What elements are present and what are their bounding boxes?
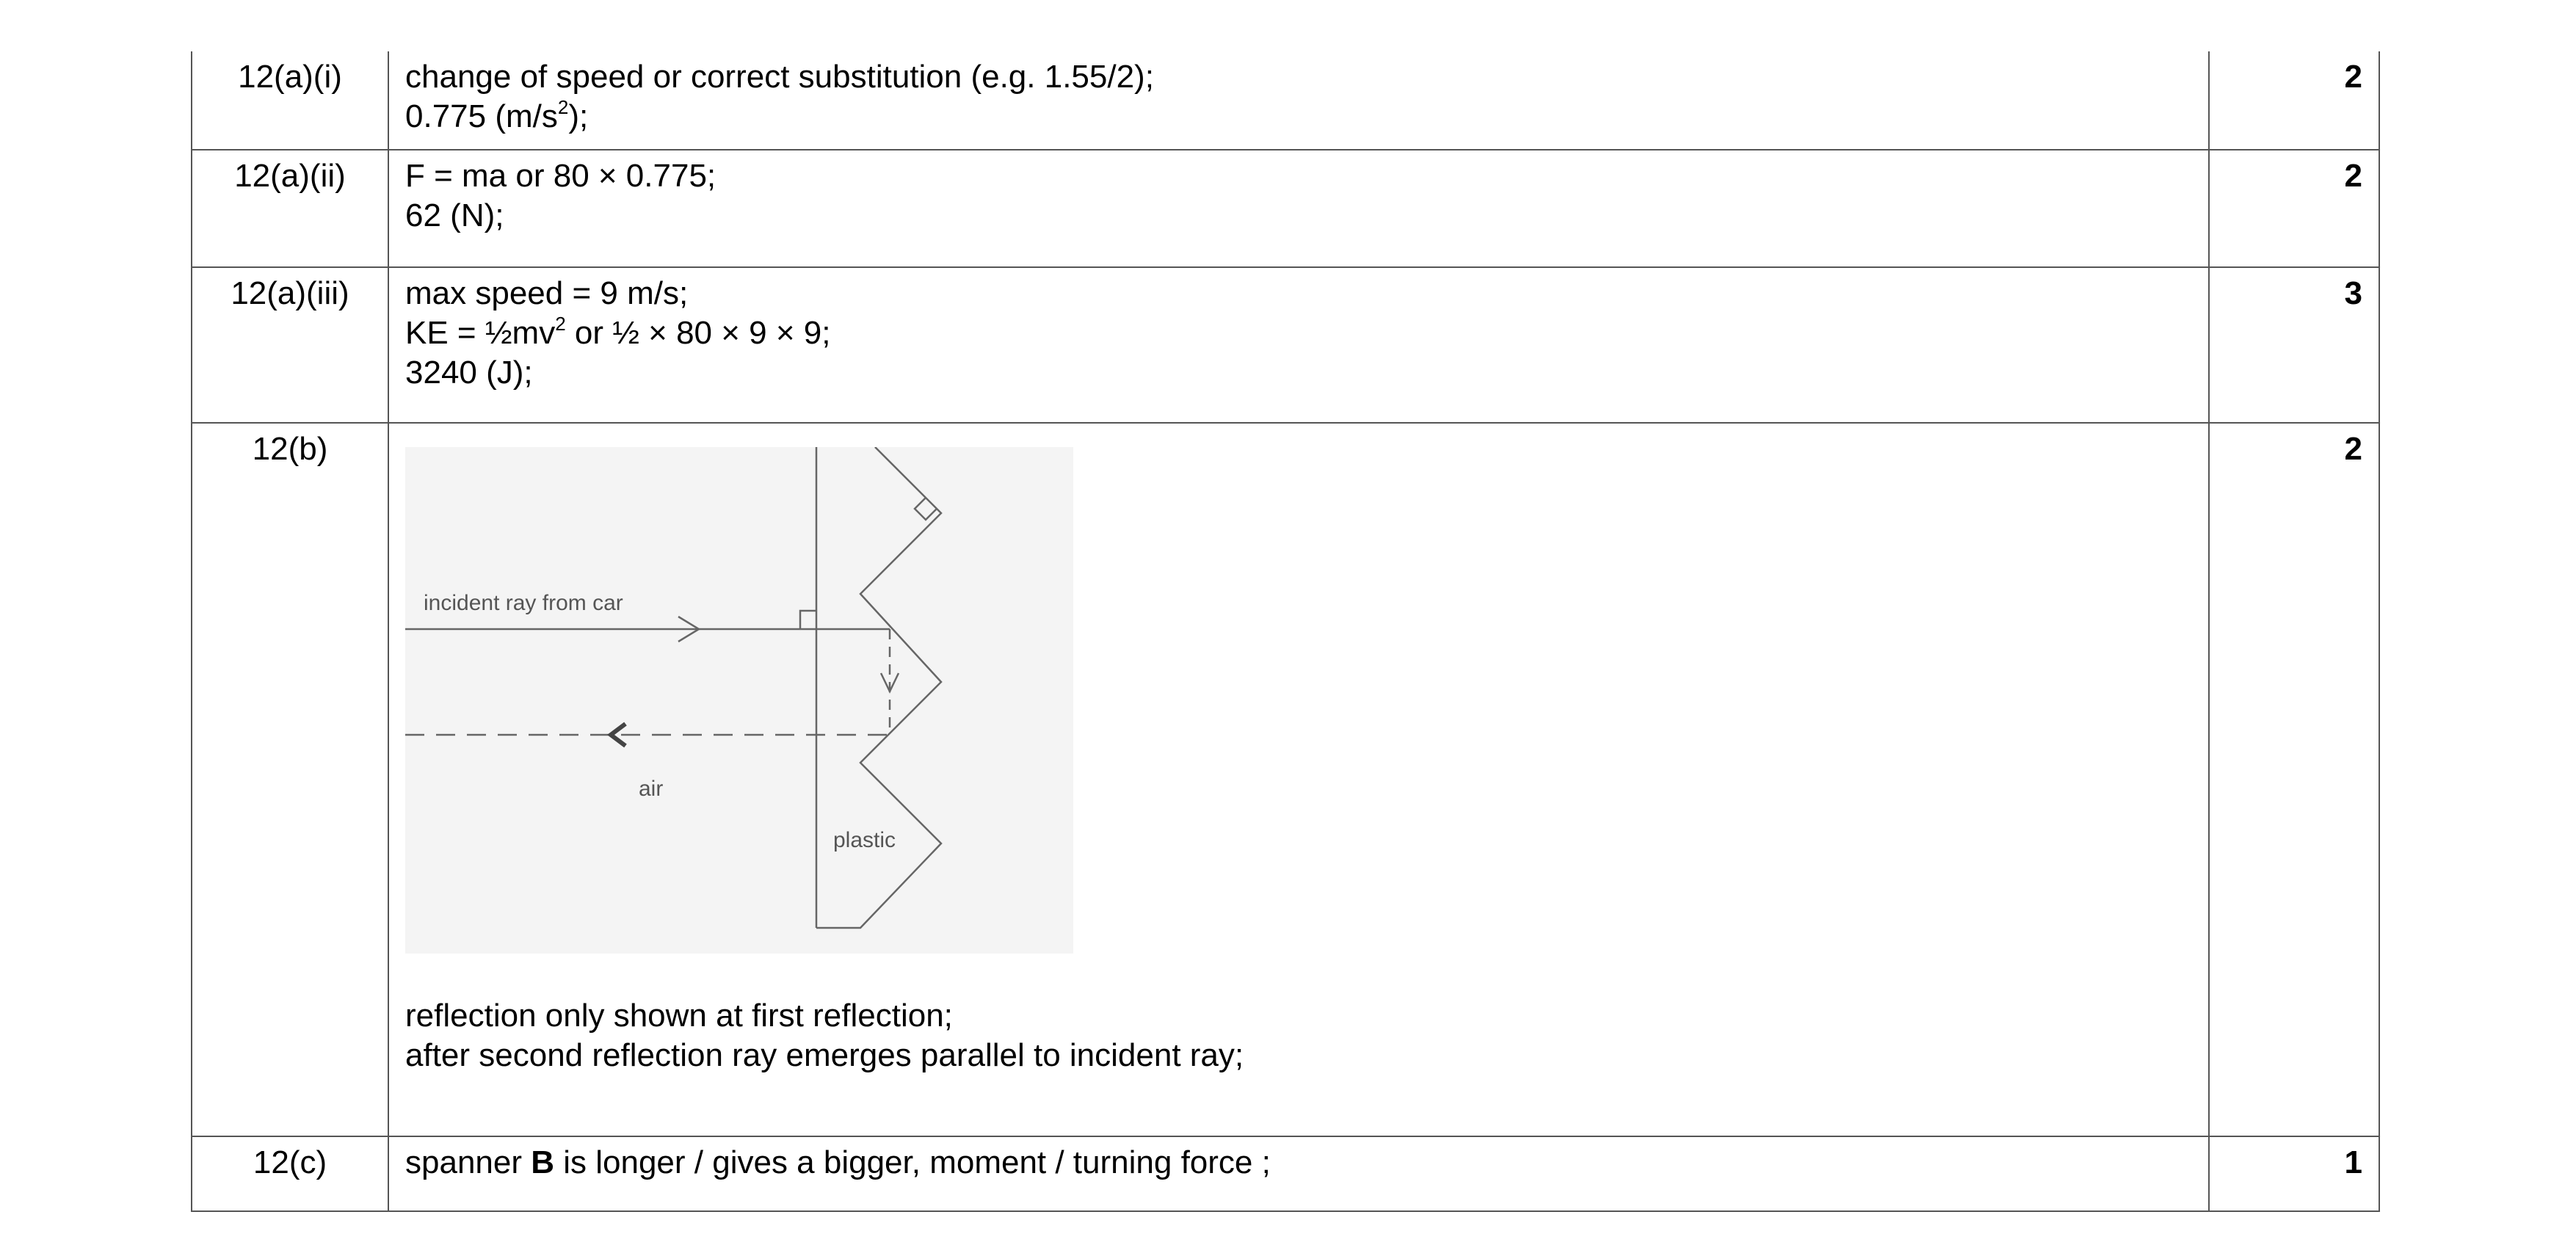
mark-scheme-table [191,51,2380,1212]
answer-line: spanner B is longer / gives a bigger, moment / turning force ; [405,1144,1271,1180]
table-row [192,150,2379,267]
reflector-back-face [816,447,941,928]
incident-label: incident ray from car [424,591,623,615]
normal-mark [800,611,816,629]
table-row [192,51,2379,150]
answer-line: max speed = 9 m/s; [405,275,689,311]
answer-cell [388,423,2209,1136]
marks-value: 2 [2209,423,2379,1136]
question-number: 12(a)(ii) [192,150,388,267]
air-label: air [639,777,664,801]
answer-cell [388,1136,2209,1211]
marks-value: 3 [2209,267,2379,423]
question-number: 12(c) [192,1136,388,1211]
table-row [192,267,2379,423]
answer-cell [388,267,2209,423]
reflector-diagram [405,447,1073,954]
marks-value: 2 [2209,150,2379,267]
answer-line: 62 (N); [405,197,504,233]
question-number: 12(b) [192,423,388,1136]
table-row [192,423,2379,1136]
answer-line: 3240 (J); [405,355,533,391]
marks-value: 1 [2209,1136,2379,1211]
answer-cell [388,51,2209,150]
question-number: 12(a)(iii) [192,267,388,423]
marks-value: 2 [2209,51,2379,150]
table-row [192,1136,2379,1211]
plastic-label: plastic [833,828,896,852]
question-number: 12(a)(i) [192,51,388,150]
answer-line: after second reflection ray emerges parallel to incident ray; [405,1037,1244,1073]
right-angle-mark [915,498,937,520]
answer-line: KE = $\frac{1}{2}mv^2$ or ½ × 80 × 9 × 9; [405,313,831,351]
answer-line: reflection only shown at first reflection; [405,998,953,1034]
answer-cell [388,150,2209,267]
answer-line: change of speed or correct substitution (e.g. 1.55/2); [405,59,1154,95]
answer-line: 0.775 $(m/s^2)$; [405,96,589,134]
answer-line: F = ma or 80 × 0.775; [405,158,716,194]
